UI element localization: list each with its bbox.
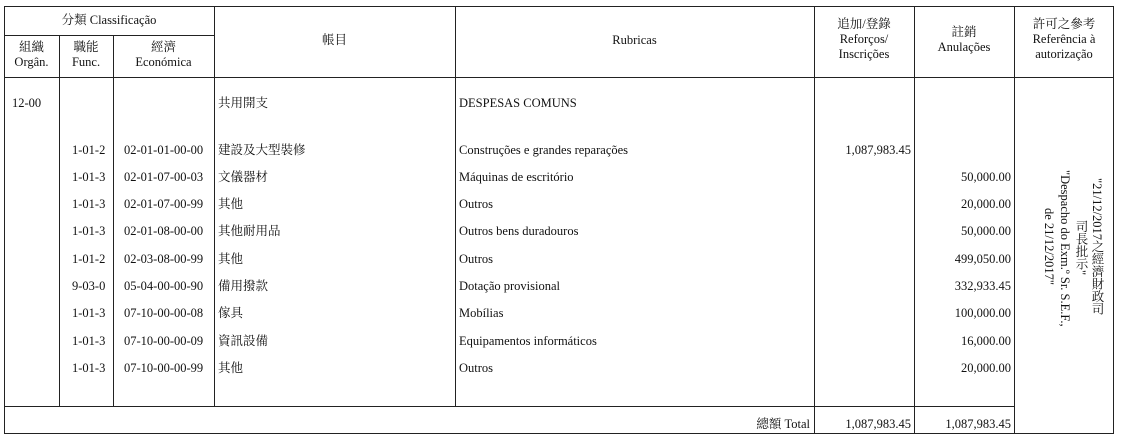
func-code: 1-01-3 <box>72 197 106 211</box>
item-pt: Outros bens duradouros <box>459 224 579 238</box>
anul-value: 50,000.00 <box>961 170 1011 184</box>
group-name-pt: DESPESAS COMUNS <box>459 96 577 110</box>
authorization-header: 許可之參考 Referência à autorização <box>1032 17 1096 61</box>
item-zh: 備用撥款 <box>218 279 269 293</box>
item-zh: 傢具 <box>218 306 244 320</box>
authorization-line-1: "21/12/2017之經濟財政司 <box>1090 178 1104 316</box>
func-code: 9-03-0 <box>72 279 106 293</box>
func-code: 1-01-3 <box>72 361 106 375</box>
authorization-line-2: 司長批示" <box>1074 220 1088 276</box>
econ-code: 07-10-00-00-08 <box>124 306 204 320</box>
col-divider <box>214 6 215 406</box>
reforcos-value <box>814 195 911 213</box>
func-code: 1-01-3 <box>72 306 106 320</box>
header-bottom-line <box>4 77 1114 78</box>
item-pt: Outros <box>459 361 494 375</box>
org-header: 組織 Orgân. <box>14 40 49 69</box>
total-divider <box>4 406 1014 407</box>
item-zh: 其他 <box>218 252 244 266</box>
func-code: 1-01-2 <box>72 252 106 266</box>
reforcos-value <box>814 304 911 322</box>
reforcos-value <box>814 332 911 350</box>
authorization-line-3: "Despacho do Exm.º Sr. S.E.F., <box>1058 170 1072 327</box>
group-name-zh: 共用開支 <box>218 96 269 110</box>
anul-value <box>914 141 1011 159</box>
item-pt: Máquinas de escritório <box>459 170 574 184</box>
anul-value: 332,933.45 <box>954 279 1011 293</box>
econ-code: 02-01-01-00-00 <box>124 143 204 157</box>
econ-code: 07-10-00-00-09 <box>124 334 204 348</box>
total-reforcos: 1,087,983.45 <box>845 417 911 431</box>
anul-value: 16,000.00 <box>961 334 1011 348</box>
item-pt: Equipamentos informáticos <box>459 334 597 348</box>
anul-value: 499,050.00 <box>954 252 1011 266</box>
item-pt: Mobílias <box>459 306 504 320</box>
reforcos-value <box>814 250 911 268</box>
econ-code: 07-10-00-00-99 <box>124 361 204 375</box>
econ-code: 05-04-00-00-90 <box>124 279 204 293</box>
col-divider <box>1014 6 1015 434</box>
reforcos-value <box>814 277 911 295</box>
func-code: 1-01-3 <box>72 170 106 184</box>
econ-code: 02-03-08-00-99 <box>124 252 204 266</box>
header-divider <box>4 35 214 36</box>
authorization-line-4: de 21/12/2017" <box>1042 208 1056 285</box>
total-label: 總額 Total <box>756 417 810 431</box>
reforcos-header: 追加/登錄 Reforços/ Inscrições <box>837 17 891 61</box>
item-zh: 建設及大型裝修 <box>218 143 306 157</box>
item-zh-header: 帳目 <box>321 33 347 47</box>
func-code: 1-01-3 <box>72 334 106 348</box>
func-code: 1-01-2 <box>72 143 106 157</box>
reforcos-value <box>814 359 911 377</box>
item-zh: 文儀器材 <box>218 170 269 184</box>
col-divider <box>59 35 60 406</box>
item-pt: Construções e grandes reparações <box>459 143 629 157</box>
total-anul: 1,087,983.45 <box>945 417 1011 431</box>
econ-code: 02-01-08-00-00 <box>124 224 204 238</box>
item-pt: Outros <box>459 197 494 211</box>
anul-value: 20,000.00 <box>961 197 1011 211</box>
org-code: 12-00 <box>12 96 42 110</box>
reforcos-value <box>814 168 911 186</box>
econ-code: 02-01-07-00-99 <box>124 197 204 211</box>
rubricas-header: Rubricas <box>612 33 657 47</box>
item-zh: 其他耐用品 <box>218 224 281 238</box>
item-pt: Dotação provisional <box>459 279 561 293</box>
func-code: 1-01-3 <box>72 224 106 238</box>
col-divider <box>113 35 114 406</box>
classification-header: 分類 Classificação <box>61 13 157 27</box>
reforcos-value <box>814 222 911 240</box>
econ-header: 經濟 Económica <box>135 40 192 69</box>
econ-code: 02-01-07-00-03 <box>124 170 204 184</box>
reforcos-value: 1,087,983.45 <box>845 143 911 157</box>
item-zh: 其他 <box>218 361 244 375</box>
item-zh: 資訊設備 <box>218 334 269 348</box>
anul-value: 100,000.00 <box>954 306 1011 320</box>
item-zh: 其他 <box>218 197 244 211</box>
item-pt: Outros <box>459 252 494 266</box>
anul-value: 50,000.00 <box>961 224 1011 238</box>
anulacoes-header: 註銷 Anulações <box>937 25 991 54</box>
func-header: 職能 Func. <box>71 40 101 69</box>
anul-value: 20,000.00 <box>961 361 1011 375</box>
col-divider <box>455 6 456 406</box>
